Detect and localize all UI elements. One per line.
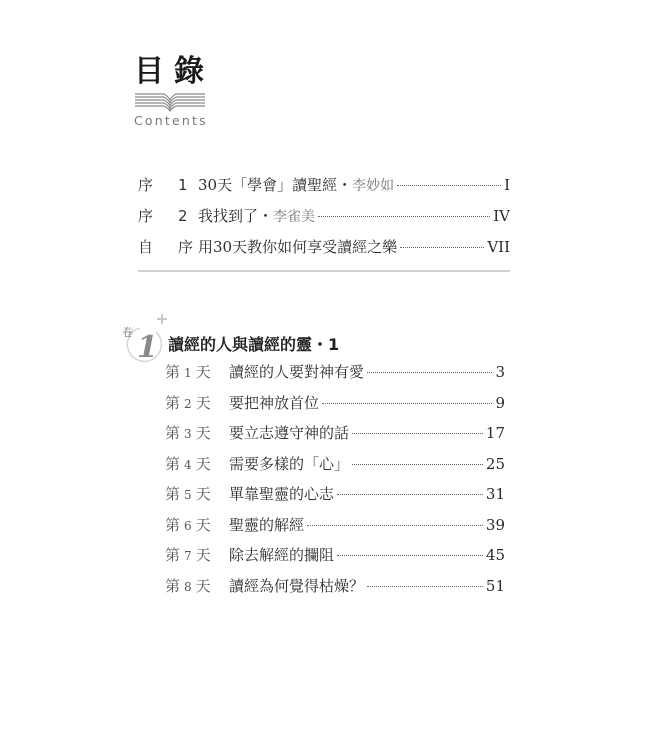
entry-title: 單靠聖靈的心志 bbox=[229, 485, 335, 503]
leader-dots bbox=[307, 525, 483, 526]
entry-page: 9 bbox=[495, 393, 505, 412]
entry-label: 序 bbox=[138, 207, 154, 225]
entry-page: 3 bbox=[495, 363, 505, 381]
toc-header bbox=[134, 54, 224, 128]
toc-entry-day-8[interactable] bbox=[165, 575, 505, 606]
toc-entry-preface-1[interactable] bbox=[138, 174, 510, 205]
entry-author: 李妙如 bbox=[352, 178, 395, 194]
entry-page: 25 bbox=[485, 454, 505, 473]
chapter-list bbox=[165, 361, 505, 605]
entry-label: 自 bbox=[138, 238, 154, 256]
leader-dots bbox=[337, 494, 483, 495]
toc-entry-preface-2[interactable] bbox=[138, 205, 510, 236]
entry-author: 李雀美 bbox=[273, 209, 316, 225]
contents-subtitle: Contents bbox=[134, 113, 208, 128]
toc-entry-day-3[interactable] bbox=[165, 422, 505, 453]
entry-page: 31 bbox=[485, 485, 505, 503]
leader-dots bbox=[397, 185, 501, 186]
prelim-list bbox=[138, 174, 510, 267]
entry-title: 讀經為何覺得枯燥？ bbox=[229, 576, 365, 595]
open-book-icon bbox=[134, 92, 206, 112]
svg-text:1: 1 bbox=[137, 330, 158, 365]
day-label: 第 5 天 bbox=[165, 485, 211, 503]
entry-label: 序 bbox=[138, 176, 154, 194]
toc-entry-day-4[interactable] bbox=[165, 453, 505, 484]
day-label: 第 1 天 bbox=[165, 363, 211, 381]
day-label: 第 4 天 bbox=[165, 454, 211, 473]
entry-title: 讀經的人要對神有愛 bbox=[229, 363, 365, 381]
volume-title: 讀經的人與讀經的靈・1 bbox=[168, 335, 340, 354]
leader-dots bbox=[400, 247, 484, 248]
entry-title: 要把神放首位 bbox=[229, 393, 320, 412]
leader-dots bbox=[352, 433, 483, 434]
entry-title: 需要多樣的「心」 bbox=[229, 454, 350, 473]
leader-dots bbox=[367, 586, 483, 587]
toc-entry-day-1[interactable] bbox=[165, 361, 505, 392]
page-title: 目錄 bbox=[134, 54, 214, 89]
toc-entry-day-7[interactable] bbox=[165, 544, 505, 575]
leader-dots bbox=[337, 555, 483, 556]
entry-title: 聖靈的解經 bbox=[229, 515, 305, 534]
day-label: 第 7 天 bbox=[165, 546, 211, 564]
entry-page: IV bbox=[493, 207, 510, 225]
entry-number: 1 bbox=[178, 176, 188, 194]
entry-page: 39 bbox=[485, 515, 505, 534]
day-label: 第 8 天 bbox=[165, 576, 211, 595]
entry-page: I bbox=[504, 176, 510, 194]
day-label: 第 6 天 bbox=[165, 515, 211, 534]
leader-dots bbox=[352, 464, 483, 465]
section-divider bbox=[138, 270, 510, 272]
entry-title: 用30天教你如何享受讀經之樂 bbox=[198, 238, 398, 256]
toc-entry-day-6[interactable] bbox=[165, 514, 505, 545]
leader-dots bbox=[318, 216, 490, 217]
leader-dots bbox=[322, 403, 492, 404]
entry-page: VII bbox=[487, 238, 510, 256]
entry-title: 除去解經的攔阻 bbox=[229, 546, 335, 564]
day-label: 第 2 天 bbox=[165, 393, 211, 412]
toc-entry-author-preface[interactable] bbox=[138, 236, 510, 267]
toc-entry-day-5[interactable] bbox=[165, 483, 505, 514]
toc-entry-day-2[interactable] bbox=[165, 392, 505, 423]
volume-1-header[interactable] bbox=[120, 310, 520, 365]
entry-number: 序 bbox=[178, 238, 194, 256]
entry-page: 17 bbox=[485, 424, 505, 442]
svg-text:卷: 卷 bbox=[122, 326, 133, 339]
entry-title: 30天「學會」讀聖經・李妙如 bbox=[198, 176, 395, 194]
leader-dots bbox=[367, 372, 492, 373]
day-label: 第 3 天 bbox=[165, 424, 211, 442]
entry-number: 2 bbox=[178, 207, 188, 225]
entry-title: 要立志遵守神的話 bbox=[229, 424, 350, 442]
entry-page: 51 bbox=[485, 576, 505, 595]
entry-title: 我找到了・李雀美 bbox=[198, 207, 316, 225]
entry-page: 45 bbox=[485, 546, 505, 564]
